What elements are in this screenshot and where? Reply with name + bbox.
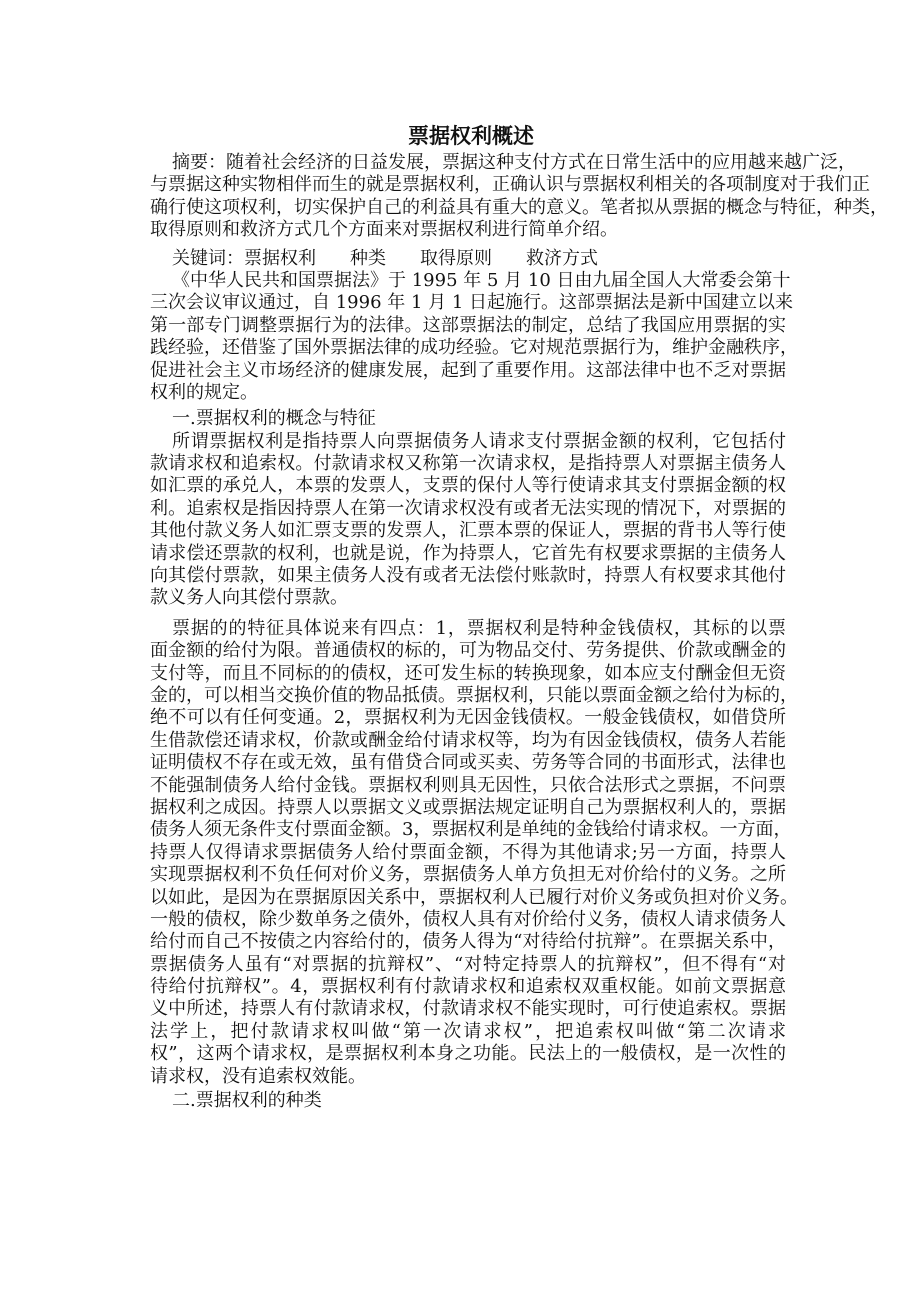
keyword: 种类: [350, 247, 386, 269]
text-line: 绝不可以有任何变通。2，票据权利为无因金钱债权。一般金钱债权，如借贷所: [150, 707, 786, 729]
text-line: 如汇票的承兑人，本票的发票人，支票的保付人等行使请求其支付票据金额的权: [150, 475, 786, 497]
text-line: 法学上，把付款请求权叫做“第一次请求权”，把追索权叫做“第二次请求: [150, 1020, 786, 1042]
text-line: 以如此，是因为在票据原因关系中，票据权利人已履行对价义务或负担对价义务。: [150, 886, 798, 908]
text-line: 实现票据权利不负任何对价义务，票据债务人单方负担无对价给付的义务。之所: [150, 864, 786, 886]
text-line: 金的，可以相当交换价值的物品抵债。票据权利，只能以票面金额之给付为标的，: [150, 684, 798, 706]
text-line: 票据债务人虽有“对票据的抗辩权”、“对特定持票人的抗辩权”，但不得有“对: [150, 953, 786, 975]
text-line: 据权利之成因。持票人以票据文义或票据法规定证明自己为票据权利人的，票据: [150, 796, 786, 818]
text-line: 促进社会主义市场经济的健康发展，起到了重要作用。这部法律中也不乏对票据: [150, 359, 786, 381]
text-line: 不能强制债务人给付金钱。票据权利则具无因性，只依合法形式之票据，不问票: [150, 774, 786, 796]
text-line: 请求偿还票款的权利，也就是说，作为持票人，它首先有权要求票据的主债务人: [150, 542, 786, 564]
text-line: 给付而自己不按债之内容给付的，债务人得为“对待给付抗辩”。在票据关系中，: [150, 931, 786, 953]
text-line: 持票人仅得请求票据债务人给付票面金额，不得为其他请求;另一方面，持票人: [150, 841, 786, 863]
text-line: 证明债权不存在或无效，虽有借贷合同或买卖、劳务等合同的书面形式，法律也: [150, 752, 786, 774]
text-line: 支付等，而且不同标的的债权，还可发生标的转换现象，如本应支付酬金但无资: [150, 662, 786, 684]
text-line: 利。追索权是指因持票人在第一次请求权没有或者无法实现的情况下，对票据的: [150, 497, 786, 519]
text-line: 请求权，没有追索权效能。: [150, 1065, 366, 1087]
keyword: 救济方式: [526, 247, 598, 269]
text-line: 第一部专门调整票据行为的法律。这部票据法的制定，总结了我国应用票据的实: [150, 314, 786, 336]
text-line: 面金额的给付为限。普通债权的标的，可为物品交付、劳务提供、价款或酬金的: [150, 640, 786, 662]
text-line: 款义务人向其偿付票款。: [150, 587, 348, 609]
text-line: 《中华人民共和国票据法》于 1995 年 5 月 10 日由九届全国人大常委会第十: [172, 269, 791, 291]
text-line: 三次会议审议通过，自 1996 年 1 月 1 日起施行。这部票据法是新中国建立以来: [150, 292, 794, 314]
text-line: 生借款偿还请求权，价款或酬金给付请求权等，均为有因金钱债权，债务人若能: [150, 729, 786, 751]
text-line: 确行使这项权利，切实保护自己的利益具有重大的意义。笔者拟从票据的概念与特征，种类，: [150, 196, 888, 218]
text-line: 一般的债权，除少数单务之债外，债权人具有对价给付义务，债权人请求债务人: [150, 908, 786, 930]
keyword: 取得原则: [420, 247, 492, 269]
text-line: 取得原则和救济方式几个方面来对票据权利进行简单介绍。: [150, 219, 618, 241]
text-line: 债务人须无条件支付票面金额。3，票据权利是单纯的金钱给付请求权。一方面，: [150, 819, 792, 841]
section-heading-2: 二.票据权利的种类: [172, 1090, 322, 1112]
paragraph-features: [150, 617, 798, 1088]
text-line: 践经验，还借鉴了国外票据法律的成功经验。它对规范票据行为，维护金融秩序，: [150, 337, 798, 359]
text-line: 其他付款义务人如汇票支票的发票人，汇票本票的保证人，票据的背书人等行使: [150, 520, 786, 542]
text-line: 票据的的特征具体说来有四点：1，票据权利是特种金钱债权，其标的以票: [172, 617, 786, 639]
text-line: 摘要：随着社会经济的日益发展，票据这种支付方式在日常生活中的应用越来越广泛，: [172, 152, 856, 173]
text-line: 待给付抗辩权”。4，票据权利有付款请求权和追索权双重权能。如前文票据意: [150, 976, 786, 998]
document-page: [150, 120, 888, 1112]
document-title: 票据权利概述: [408, 124, 534, 148]
text-line: 款请求权和追索权。付款请求权又称第一次请求权，是指持票人对票据主债务人: [150, 453, 786, 475]
paragraph-intro: [150, 269, 798, 404]
paragraph-definition: [150, 431, 786, 610]
abstract: [150, 152, 888, 242]
text-line: 权”，这两个请求权，是票据权利本身之功能。民法上的一般债权，是一次性的: [150, 1043, 786, 1065]
text-line: 向其偿付票款，如果主债务人没有或者无法偿付账款时，持票人有权要求其他付: [150, 565, 786, 587]
keywords: [150, 248, 786, 270]
text-line: 与票据这种实物相伴而生的就是票据权利，正确认识与票据权利相关的各项制度对于我们正: [150, 174, 870, 196]
section-heading-1: 一.票据权利的概念与特征: [172, 408, 376, 430]
text-line: 所谓票据权利是指持票人向票据债务人请求支付票据金额的权利，它包括付: [172, 430, 786, 452]
keywords-label: 关键词：票据权利: [172, 247, 316, 269]
text-line: 权利的规定。: [150, 381, 258, 403]
text-line: 义中所述，持票人有付款请求权，付款请求权不能实现时，可行使追索权。票据: [150, 998, 786, 1020]
